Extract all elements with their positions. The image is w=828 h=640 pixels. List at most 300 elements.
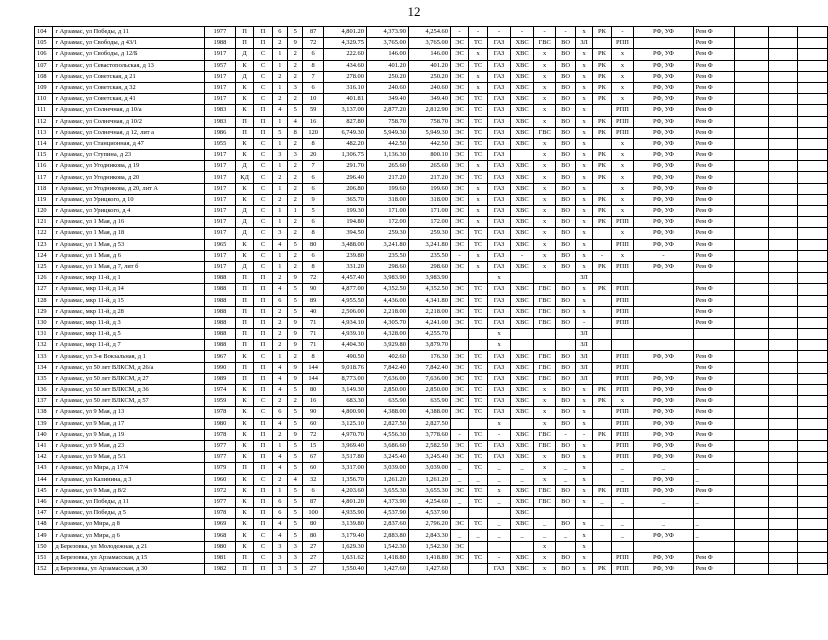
cell-year-built: 1917 — [205, 250, 236, 261]
cell-hot-water: x — [533, 250, 556, 261]
cell-garbage-chute: x — [575, 60, 592, 71]
table-row — [35, 60, 828, 71]
cell-entrance-repair: x — [611, 150, 634, 161]
cell-gas: ГАЗ — [487, 317, 511, 328]
cell-wall-type-b: П — [254, 440, 272, 451]
cell-empty — [734, 440, 769, 451]
cell-year-built: 1988 — [205, 38, 236, 49]
cell-garbage-chute: x — [575, 127, 592, 138]
cell-wall-type-a: К — [235, 407, 253, 418]
cell-hot-water: x — [533, 71, 556, 82]
cell-apartments: 27 — [303, 552, 323, 563]
cell-heating — [469, 273, 487, 284]
cell-empty — [798, 82, 828, 93]
cell-facade-repair: РФ, УФ — [634, 127, 693, 138]
cell-heating: ТС — [469, 228, 487, 239]
cell-residential-area: 1,418.80 — [408, 552, 450, 563]
cell-hot-water: x — [533, 541, 556, 552]
cell-power: _ — [450, 530, 468, 541]
cell-garbage-chute: x — [575, 407, 592, 418]
cell-empty — [798, 127, 828, 138]
cell-hot-water: x — [533, 407, 556, 418]
cell-floors: 2 — [288, 261, 303, 272]
cell-sewerage: ВО — [556, 564, 575, 575]
cell-residential-area: 199.60 — [408, 183, 450, 194]
cell-living-area: 349.40 — [366, 94, 408, 105]
cell-garbage-chute: x — [575, 564, 592, 575]
cell-roof-repair: РК — [593, 261, 611, 272]
cell-apartments: 60 — [303, 418, 323, 429]
cell-address: г Арзамас, ул Свободы, д 43/1 — [53, 38, 205, 49]
cell-cold-water: ХВС — [511, 485, 534, 496]
cell-hot-water: x — [533, 474, 556, 485]
cell-empty — [769, 463, 798, 474]
cell-address: г Арзамас, ул Советская, д 41 — [53, 94, 205, 105]
cell-residential-area: 265.60 — [408, 161, 450, 172]
cell-apartments: 67 — [303, 452, 323, 463]
cell-entrance-repair — [611, 329, 634, 340]
cell-facade-repair: _ — [634, 463, 693, 474]
cell-wall-type-b: П — [254, 340, 272, 351]
cell-repair-fund: Рем Ф — [693, 440, 734, 451]
cell-sewerage: ВО — [556, 71, 575, 82]
cell-empty — [798, 373, 828, 384]
cell-entrance-repair: РПП — [611, 351, 634, 362]
cell-facade-repair: РФ, УФ — [634, 407, 693, 418]
cell-empty — [769, 418, 798, 429]
cell-total-area: 4,970.70 — [323, 429, 366, 440]
cell-facade-repair — [634, 284, 693, 295]
cell-hot-water: _ — [533, 519, 556, 530]
cell-garbage-chute: x — [575, 418, 592, 429]
cell-living-area: 7,842.40 — [366, 362, 408, 373]
cell-cold-water: ХВС — [511, 161, 534, 172]
cell-row-number: 117 — [35, 172, 53, 183]
cell-address: г Арзамас, ул 9 Мая, д 5/1 — [53, 452, 205, 463]
cell-empty — [798, 530, 828, 541]
table-row — [35, 373, 828, 384]
cell-roof-repair: РК — [593, 60, 611, 71]
cell-empty — [734, 105, 769, 116]
cell-total-area: 4,800.90 — [323, 407, 366, 418]
cell-sewerage: ВО — [556, 552, 575, 563]
cell-gas: x — [487, 340, 511, 351]
cell-empty — [769, 474, 798, 485]
cell-roof-repair: РК — [593, 385, 611, 396]
cell-entrance-repair: РПП — [611, 295, 634, 306]
cell-entrances: 2 — [272, 474, 287, 485]
cell-garbage-chute: x — [575, 138, 592, 149]
cell-empty — [734, 496, 769, 507]
cell-wall-type-a: П — [235, 295, 253, 306]
cell-entrances: 3 — [272, 564, 287, 575]
cell-total-area: 3,488.00 — [323, 239, 366, 250]
cell-empty — [769, 127, 798, 138]
cell-repair-fund: _ — [693, 463, 734, 474]
cell-entrances: 2 — [272, 194, 287, 205]
cell-entrances: 4 — [272, 362, 287, 373]
cell-empty — [798, 508, 828, 519]
cell-residential-area: 3,879.70 — [408, 340, 450, 351]
cell-floors: 5 — [288, 440, 303, 451]
cell-roof-repair — [593, 351, 611, 362]
cell-row-number: 139 — [35, 418, 53, 429]
cell-facade-repair: РФ, УФ — [634, 351, 693, 362]
cell-entrance-repair: x — [611, 49, 634, 60]
cell-empty — [769, 407, 798, 418]
cell-total-area: 239.80 — [323, 250, 366, 261]
cell-entrances: 5 — [272, 127, 287, 138]
cell-entrance-repair — [611, 340, 634, 351]
cell-apartments: 89 — [303, 295, 323, 306]
cell-roof-repair — [593, 329, 611, 340]
cell-repair-fund: Рем Ф — [693, 385, 734, 396]
cell-entrances: 1 — [272, 49, 287, 60]
cell-apartments: 16 — [303, 116, 323, 127]
cell-entrance-repair: x — [611, 161, 634, 172]
cell-row-number: 145 — [35, 485, 53, 496]
cell-heating: ТС — [469, 519, 487, 530]
cell-living-area: 4,305.70 — [366, 317, 408, 328]
cell-living-area: 401.20 — [366, 60, 408, 71]
cell-empty — [798, 306, 828, 317]
cell-year-built: 1917 — [205, 150, 236, 161]
cell-entrance-repair: РПП — [611, 284, 634, 295]
cell-empty — [798, 541, 828, 552]
cell-roof-repair — [593, 474, 611, 485]
cell-empty — [734, 407, 769, 418]
cell-sewerage: ВО — [556, 418, 575, 429]
cell-year-built: 1978 — [205, 407, 236, 418]
cell-row-number: 109 — [35, 82, 53, 93]
cell-entrances: 4 — [272, 284, 287, 295]
cell-wall-type-b: П — [254, 429, 272, 440]
cell-floors: 5 — [288, 407, 303, 418]
cell-apartments: 120 — [303, 127, 323, 138]
cell-year-built: 1988 — [205, 273, 236, 284]
cell-address: г Арзамас, ул Советская, д 21 — [53, 71, 205, 82]
cell-floors: 9 — [288, 38, 303, 49]
cell-address: г Арзамас, ул 9 Мая, д 8/2 — [53, 485, 205, 496]
cell-garbage-chute: x — [575, 105, 592, 116]
cell-cold-water: ХВС — [511, 440, 534, 451]
cell-empty — [769, 60, 798, 71]
cell-wall-type-b: С — [254, 161, 272, 172]
cell-gas: ГАЗ — [487, 105, 511, 116]
cell-power: ЭС — [450, 351, 468, 362]
cell-residential-area: 2,582.50 — [408, 440, 450, 451]
cell-living-area: 235.50 — [366, 250, 408, 261]
cell-residential-area: 3,039.00 — [408, 463, 450, 474]
cell-heating: ТС — [469, 452, 487, 463]
cell-sewerage: ВО — [556, 440, 575, 451]
cell-power: ЭС — [450, 194, 468, 205]
cell-residential-area: 349.40 — [408, 94, 450, 105]
cell-repair-fund: Рем Ф — [693, 429, 734, 440]
cell-heating: ТС — [469, 306, 487, 317]
cell-living-area: 172.00 — [366, 217, 408, 228]
cell-repair-fund: Рем Ф — [693, 38, 734, 49]
table-row — [35, 552, 828, 563]
cell-sewerage: ВО — [556, 485, 575, 496]
cell-empty — [734, 239, 769, 250]
table-row — [35, 206, 828, 217]
cell-apartments: 5 — [303, 206, 323, 217]
cell-total-area: 683.30 — [323, 396, 366, 407]
cell-address: г Арзамас, ул Урицкого, д 10 — [53, 194, 205, 205]
cell-entrances: 1 — [272, 261, 287, 272]
cell-gas: ГАЗ — [487, 127, 511, 138]
cell-floors: 5 — [288, 530, 303, 541]
cell-year-built: 1917 — [205, 194, 236, 205]
cell-wall-type-a: К — [235, 396, 253, 407]
cell-row-number: 151 — [35, 552, 53, 563]
cell-wall-type-a: К — [235, 351, 253, 362]
cell-total-area: 490.50 — [323, 351, 366, 362]
cell-hot-water: x — [533, 396, 556, 407]
cell-roof-repair: РК — [593, 564, 611, 575]
cell-empty — [769, 82, 798, 93]
cell-apartments: 16 — [303, 396, 323, 407]
cell-hot-water: x — [533, 161, 556, 172]
cell-total-area: 3,517.80 — [323, 452, 366, 463]
cell-living-area: 250.20 — [366, 71, 408, 82]
cell-hot-water: _ — [533, 530, 556, 541]
cell-year-built: 1977 — [205, 496, 236, 507]
cell-hot-water — [533, 508, 556, 519]
cell-apartments: 6 — [303, 217, 323, 228]
cell-power: ЭС — [450, 38, 468, 49]
cell-empty — [734, 172, 769, 183]
cell-entrance-repair — [611, 541, 634, 552]
cell-total-area: 401.81 — [323, 94, 366, 105]
cell-floors: 5 — [288, 485, 303, 496]
cell-total-area: 394.50 — [323, 228, 366, 239]
cell-repair-fund: Рем Ф — [693, 172, 734, 183]
cell-roof-repair — [593, 273, 611, 284]
cell-living-area: 2,883.80 — [366, 530, 408, 541]
cell-facade-repair: - — [634, 250, 693, 261]
cell-cold-water: ХВС — [511, 172, 534, 183]
cell-empty — [734, 373, 769, 384]
cell-empty — [798, 194, 828, 205]
cell-address: г Арзамас, ул 9 Мая, д 23 — [53, 440, 205, 451]
cell-row-number: 122 — [35, 228, 53, 239]
cell-cold-water: ХВС — [511, 217, 534, 228]
cell-power: ЭС — [450, 295, 468, 306]
cell-wall-type-b: С — [254, 407, 272, 418]
cell-empty — [734, 362, 769, 373]
cell-heating: ТС — [469, 284, 487, 295]
cell-hot-water: x — [533, 418, 556, 429]
cell-hot-water: ГВС — [533, 284, 556, 295]
cell-year-built: 1917 — [205, 217, 236, 228]
cell-total-area: 291.70 — [323, 161, 366, 172]
cell-entrances: 1 — [272, 138, 287, 149]
cell-sewerage: ВО — [556, 38, 575, 49]
cell-apartments: 144 — [303, 373, 323, 384]
cell-roof-repair — [593, 38, 611, 49]
cell-gas: ГАЗ — [487, 161, 511, 172]
cell-floors: 9 — [288, 317, 303, 328]
cell-cold-water: ХВС — [511, 71, 534, 82]
cell-facade-repair: РФ, УФ — [634, 440, 693, 451]
cell-roof-repair: РК — [593, 94, 611, 105]
cell-heating — [469, 329, 487, 340]
cell-wall-type-b: С — [254, 194, 272, 205]
cell-entrances: 2 — [272, 273, 287, 284]
cell-address: г Арзамас, ул Ступина, д 23 — [53, 150, 205, 161]
cell-empty — [734, 317, 769, 328]
cell-wall-type-a: К — [235, 82, 253, 93]
cell-year-built: 1977 — [205, 452, 236, 463]
cell-power: ЭС — [450, 228, 468, 239]
cell-row-number: 144 — [35, 474, 53, 485]
cell-floors: 2 — [288, 250, 303, 261]
cell-residential-area: 176.30 — [408, 351, 450, 362]
cell-empty — [734, 150, 769, 161]
table-row — [35, 105, 828, 116]
cell-empty — [769, 329, 798, 340]
cell-wall-type-b: П — [254, 508, 272, 519]
cell-facade-repair: РФ, УФ — [634, 71, 693, 82]
cell-sewerage: ВО — [556, 519, 575, 530]
cell-living-area: 240.60 — [366, 82, 408, 93]
cell-cold-water: ХВС — [511, 261, 534, 272]
cell-empty — [734, 261, 769, 272]
cell-roof-repair — [593, 362, 611, 373]
cell-empty — [769, 228, 798, 239]
cell-empty — [734, 273, 769, 284]
cell-total-area: 3,139.80 — [323, 519, 366, 530]
cell-empty — [769, 530, 798, 541]
cell-facade-repair: _ — [634, 496, 693, 507]
cell-row-number: 110 — [35, 94, 53, 105]
cell-entrances: 1 — [272, 217, 287, 228]
cell-floors: 5 — [288, 519, 303, 530]
cell-residential-area: 3,655.30 — [408, 485, 450, 496]
cell-repair-fund: Рем Ф — [693, 396, 734, 407]
cell-apartments: 20 — [303, 150, 323, 161]
cell-power: ЭС — [450, 172, 468, 183]
cell-heating: ТС — [469, 60, 487, 71]
cell-gas: - — [487, 552, 511, 563]
cell-wall-type-a: П — [235, 127, 253, 138]
cell-wall-type-a: К — [235, 105, 253, 116]
cell-apartments: 10 — [303, 94, 323, 105]
cell-roof-repair: РК — [593, 429, 611, 440]
cell-sewerage: ВО — [556, 373, 575, 384]
cell-empty — [734, 552, 769, 563]
cell-wall-type-b: П — [254, 27, 272, 38]
cell-total-area: 194.80 — [323, 217, 366, 228]
cell-repair-fund: Рем Ф — [693, 407, 734, 418]
cell-residential-area: 758.70 — [408, 116, 450, 127]
cell-total-area: 8,773.00 — [323, 373, 366, 384]
cell-wall-type-b: П — [254, 496, 272, 507]
cell-wall-type-a: К — [235, 138, 253, 149]
cell-address: г Арзамас, ул Солнечная, д 12, лит а — [53, 127, 205, 138]
cell-wall-type-a: Д — [235, 71, 253, 82]
cell-apartments: 6 — [303, 250, 323, 261]
cell-empty — [798, 317, 828, 328]
cell-empty — [769, 239, 798, 250]
cell-power: ЭС — [450, 49, 468, 60]
cell-power: ЭС — [450, 150, 468, 161]
cell-apartments: 71 — [303, 329, 323, 340]
cell-sewerage: ВО — [556, 150, 575, 161]
cell-residential-area: 635.90 — [408, 396, 450, 407]
cell-power: - — [450, 250, 468, 261]
cell-sewerage: ВО — [556, 228, 575, 239]
cell-row-number: 137 — [35, 396, 53, 407]
cell-wall-type-b: С — [254, 217, 272, 228]
cell-floors: 5 — [288, 496, 303, 507]
cell-gas: ГАЗ — [487, 71, 511, 82]
cell-living-area: 2,218.00 — [366, 306, 408, 317]
cell-facade-repair: РФ, УФ — [634, 564, 693, 575]
cell-hot-water: x — [533, 60, 556, 71]
cell-address: г Арзамас, ул Мира, д 17/4 — [53, 463, 205, 474]
cell-entrance-repair: _ — [611, 530, 634, 541]
cell-apartments: 90 — [303, 284, 323, 295]
cell-total-area: 3,969.40 — [323, 440, 366, 451]
cell-entrances: 1 — [272, 206, 287, 217]
cell-floors: 3 — [288, 541, 303, 552]
cell-total-area: 4,203.60 — [323, 485, 366, 496]
cell-entrances: 6 — [272, 295, 287, 306]
cell-wall-type-a: К — [235, 60, 253, 71]
cell-empty — [734, 463, 769, 474]
cell-cold-water: ХВС — [511, 429, 534, 440]
cell-garbage-chute: x — [575, 463, 592, 474]
cell-repair-fund: Рем Ф — [693, 452, 734, 463]
cell-gas: ГАЗ — [487, 261, 511, 272]
cell-wall-type-a: П — [235, 273, 253, 284]
cell-wall-type-b: С — [254, 71, 272, 82]
table-row — [35, 295, 828, 306]
cell-floors: 9 — [288, 329, 303, 340]
cell-entrances: 6 — [272, 407, 287, 418]
cell-entrance-repair: x — [611, 60, 634, 71]
cell-wall-type-b: П — [254, 385, 272, 396]
cell-address: г Арзамас, ул Калинина, д 3 — [53, 474, 205, 485]
table-row — [35, 317, 828, 328]
cell-roof-repair: РК — [593, 49, 611, 60]
table-row — [35, 161, 828, 172]
cell-repair-fund: Рем Ф — [693, 564, 734, 575]
cell-gas: ГАЗ — [487, 94, 511, 105]
cell-residential-area: 1,261.20 — [408, 474, 450, 485]
cell-empty — [734, 94, 769, 105]
cell-hot-water: ГВС — [533, 373, 556, 384]
cell-facade-repair: РФ, УФ — [634, 239, 693, 250]
cell-cold-water: ХВС — [511, 385, 534, 396]
cell-roof-repair: РК — [593, 485, 611, 496]
cell-empty — [769, 161, 798, 172]
cell-floors: 1 — [288, 206, 303, 217]
cell-gas: ГАЗ — [487, 150, 511, 161]
cell-gas: ГАЗ — [487, 60, 511, 71]
cell-garbage-chute: x — [575, 396, 592, 407]
cell-power: ЭС — [450, 105, 468, 116]
cell-living-area: 3,929.80 — [366, 340, 408, 351]
cell-empty — [798, 94, 828, 105]
cell-address: г Арзамас, ул 1 Мая, д 16 — [53, 217, 205, 228]
cell-wall-type-a: П — [235, 362, 253, 373]
cell-power: ЭС — [450, 183, 468, 194]
cell-sewerage: ВО — [556, 116, 575, 127]
